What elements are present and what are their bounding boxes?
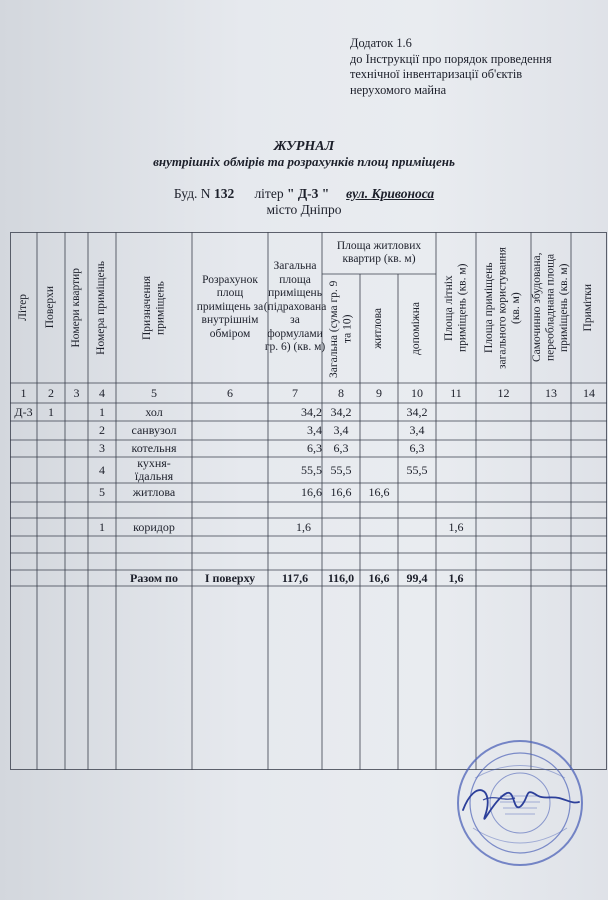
totals-floor: I поверху xyxy=(204,570,256,585)
table-cell-purpose: хол xyxy=(145,404,163,419)
table-cell-room: 2 xyxy=(99,423,105,437)
totals-total: 117,6 xyxy=(281,570,309,585)
column-number: 10 xyxy=(411,385,423,400)
column-number: 4 xyxy=(99,385,105,400)
table-cell-room: 3 xyxy=(99,441,105,455)
table-cell-purpose: санвузол xyxy=(131,423,177,437)
header-auxiliary: допоміжна xyxy=(410,302,423,355)
column-number: 2 xyxy=(48,385,54,400)
table-cell-living-total: 34,2 xyxy=(330,404,352,419)
table-cell-room: 4 xyxy=(99,462,105,477)
totals-label: Разом по xyxy=(130,570,178,585)
liter-label: літер xyxy=(254,186,284,201)
header-common-area: Площа приміщень загального користування (кв. м) xyxy=(483,246,523,369)
table-cell-floor: 1 xyxy=(48,404,54,419)
table-cell-room: 1 xyxy=(99,519,105,534)
table-cell-living-total: 16,6 xyxy=(330,485,352,499)
column-number: 3 xyxy=(73,385,80,400)
annex-line: Додаток 1.6 xyxy=(350,36,412,50)
table-cell-aux: 34,2 xyxy=(406,404,428,419)
document-title: ЖУРНАЛ xyxy=(273,139,335,154)
header-living: житлова xyxy=(372,308,385,349)
column-number: 11 xyxy=(450,385,462,400)
street: вул. Кривоноса xyxy=(346,186,435,201)
column-number: 14 xyxy=(583,385,595,400)
table-cell-purpose: кухня-їдальня xyxy=(134,456,174,483)
column-number: 5 xyxy=(151,385,157,400)
column-number: 8 xyxy=(338,385,344,400)
header-room-purpose: Призначення приміщень xyxy=(140,275,166,340)
totals-living-total: 116,0 xyxy=(327,570,355,585)
header-floors: Поверхи xyxy=(44,286,57,329)
header-summer-area: Площа літніх приміщень (кв. м) xyxy=(442,263,468,352)
table-cell-total: 34,2 xyxy=(301,404,322,419)
header-total-area: Загальна площа приміщень (підрахована за формулами гр. 6) (кв. м) xyxy=(263,260,327,354)
table-cell-living-total: 6,3 xyxy=(333,441,349,455)
table-cell-total: 3,4 xyxy=(307,423,322,437)
annex-note xyxy=(350,36,600,98)
annex-line: до Інструкції про порядок проведення xyxy=(350,51,552,66)
table-cell-aux: 3,4 xyxy=(409,423,425,437)
document-subtitle: внутрішніх обмірів та розрахунків площ приміщень xyxy=(153,154,455,169)
header-area-calculation: Розрахунок площ приміщень за внутрішнім обміром xyxy=(196,273,264,340)
table-cell-total: 1,6 xyxy=(296,519,311,534)
city: місто Дніпро xyxy=(266,202,342,217)
table-cell-liter: Д-3 xyxy=(14,404,33,419)
table-cell-living: 16,6 xyxy=(368,485,390,499)
table-cell-aux: 6,3 xyxy=(409,441,425,455)
table-cell-total: 16,6 xyxy=(301,485,322,499)
table-cell-summer: 1,6 xyxy=(448,519,464,534)
table-cell-purpose: котельня xyxy=(131,441,177,455)
column-number: 6 xyxy=(227,385,233,400)
liter-value: " Д-3 " xyxy=(286,186,330,201)
table-cell-total: 55,5 xyxy=(301,462,322,477)
table-cell-aux: 55,5 xyxy=(406,462,428,477)
building-line xyxy=(0,186,608,202)
bud-label: Буд. N xyxy=(173,186,211,201)
table-cell-living-total: 55,5 xyxy=(330,462,352,477)
column-number: 9 xyxy=(376,385,382,400)
header-living-total: Загальна (сума гр. 9 та 10) xyxy=(327,279,353,378)
totals-living: 16,6 xyxy=(368,570,390,585)
totals-summer: 1,6 xyxy=(448,570,464,585)
header-room-numbers: Номера приміщень xyxy=(95,260,108,355)
column-number: 1 xyxy=(20,385,27,400)
table-cell-purpose: житлова xyxy=(132,485,176,499)
column-number: 7 xyxy=(292,385,298,400)
header-living-group: Площа житлових квартир (кв. м) xyxy=(336,239,422,265)
annex-line: технічної інвентаризації об'єктів xyxy=(350,67,523,81)
header-notes: Примітки xyxy=(582,283,595,332)
table-cell-living-total: 3,4 xyxy=(333,423,349,437)
annex-line: нерухомого майна xyxy=(350,82,447,97)
header-liter: Літер xyxy=(16,294,29,321)
table-cell-purpose: коридор xyxy=(133,519,175,534)
header-unauthorized-area: Самочинно збудована, переобладнана площа приміщень (кв. м) xyxy=(530,252,570,363)
bud-number: 132 xyxy=(213,186,235,201)
table-cell-total: 6,3 xyxy=(307,441,322,455)
table-cell-room: 1 xyxy=(99,404,105,419)
measurement-table xyxy=(10,232,607,770)
header-apartment-numbers: Номери квартир xyxy=(69,267,82,348)
totals-aux: 99,4 xyxy=(406,570,428,585)
column-number: 13 xyxy=(545,385,557,400)
seal-stamp-icon xyxy=(455,738,585,868)
column-number: 12 xyxy=(497,385,510,400)
table-cell-room: 5 xyxy=(99,485,105,499)
